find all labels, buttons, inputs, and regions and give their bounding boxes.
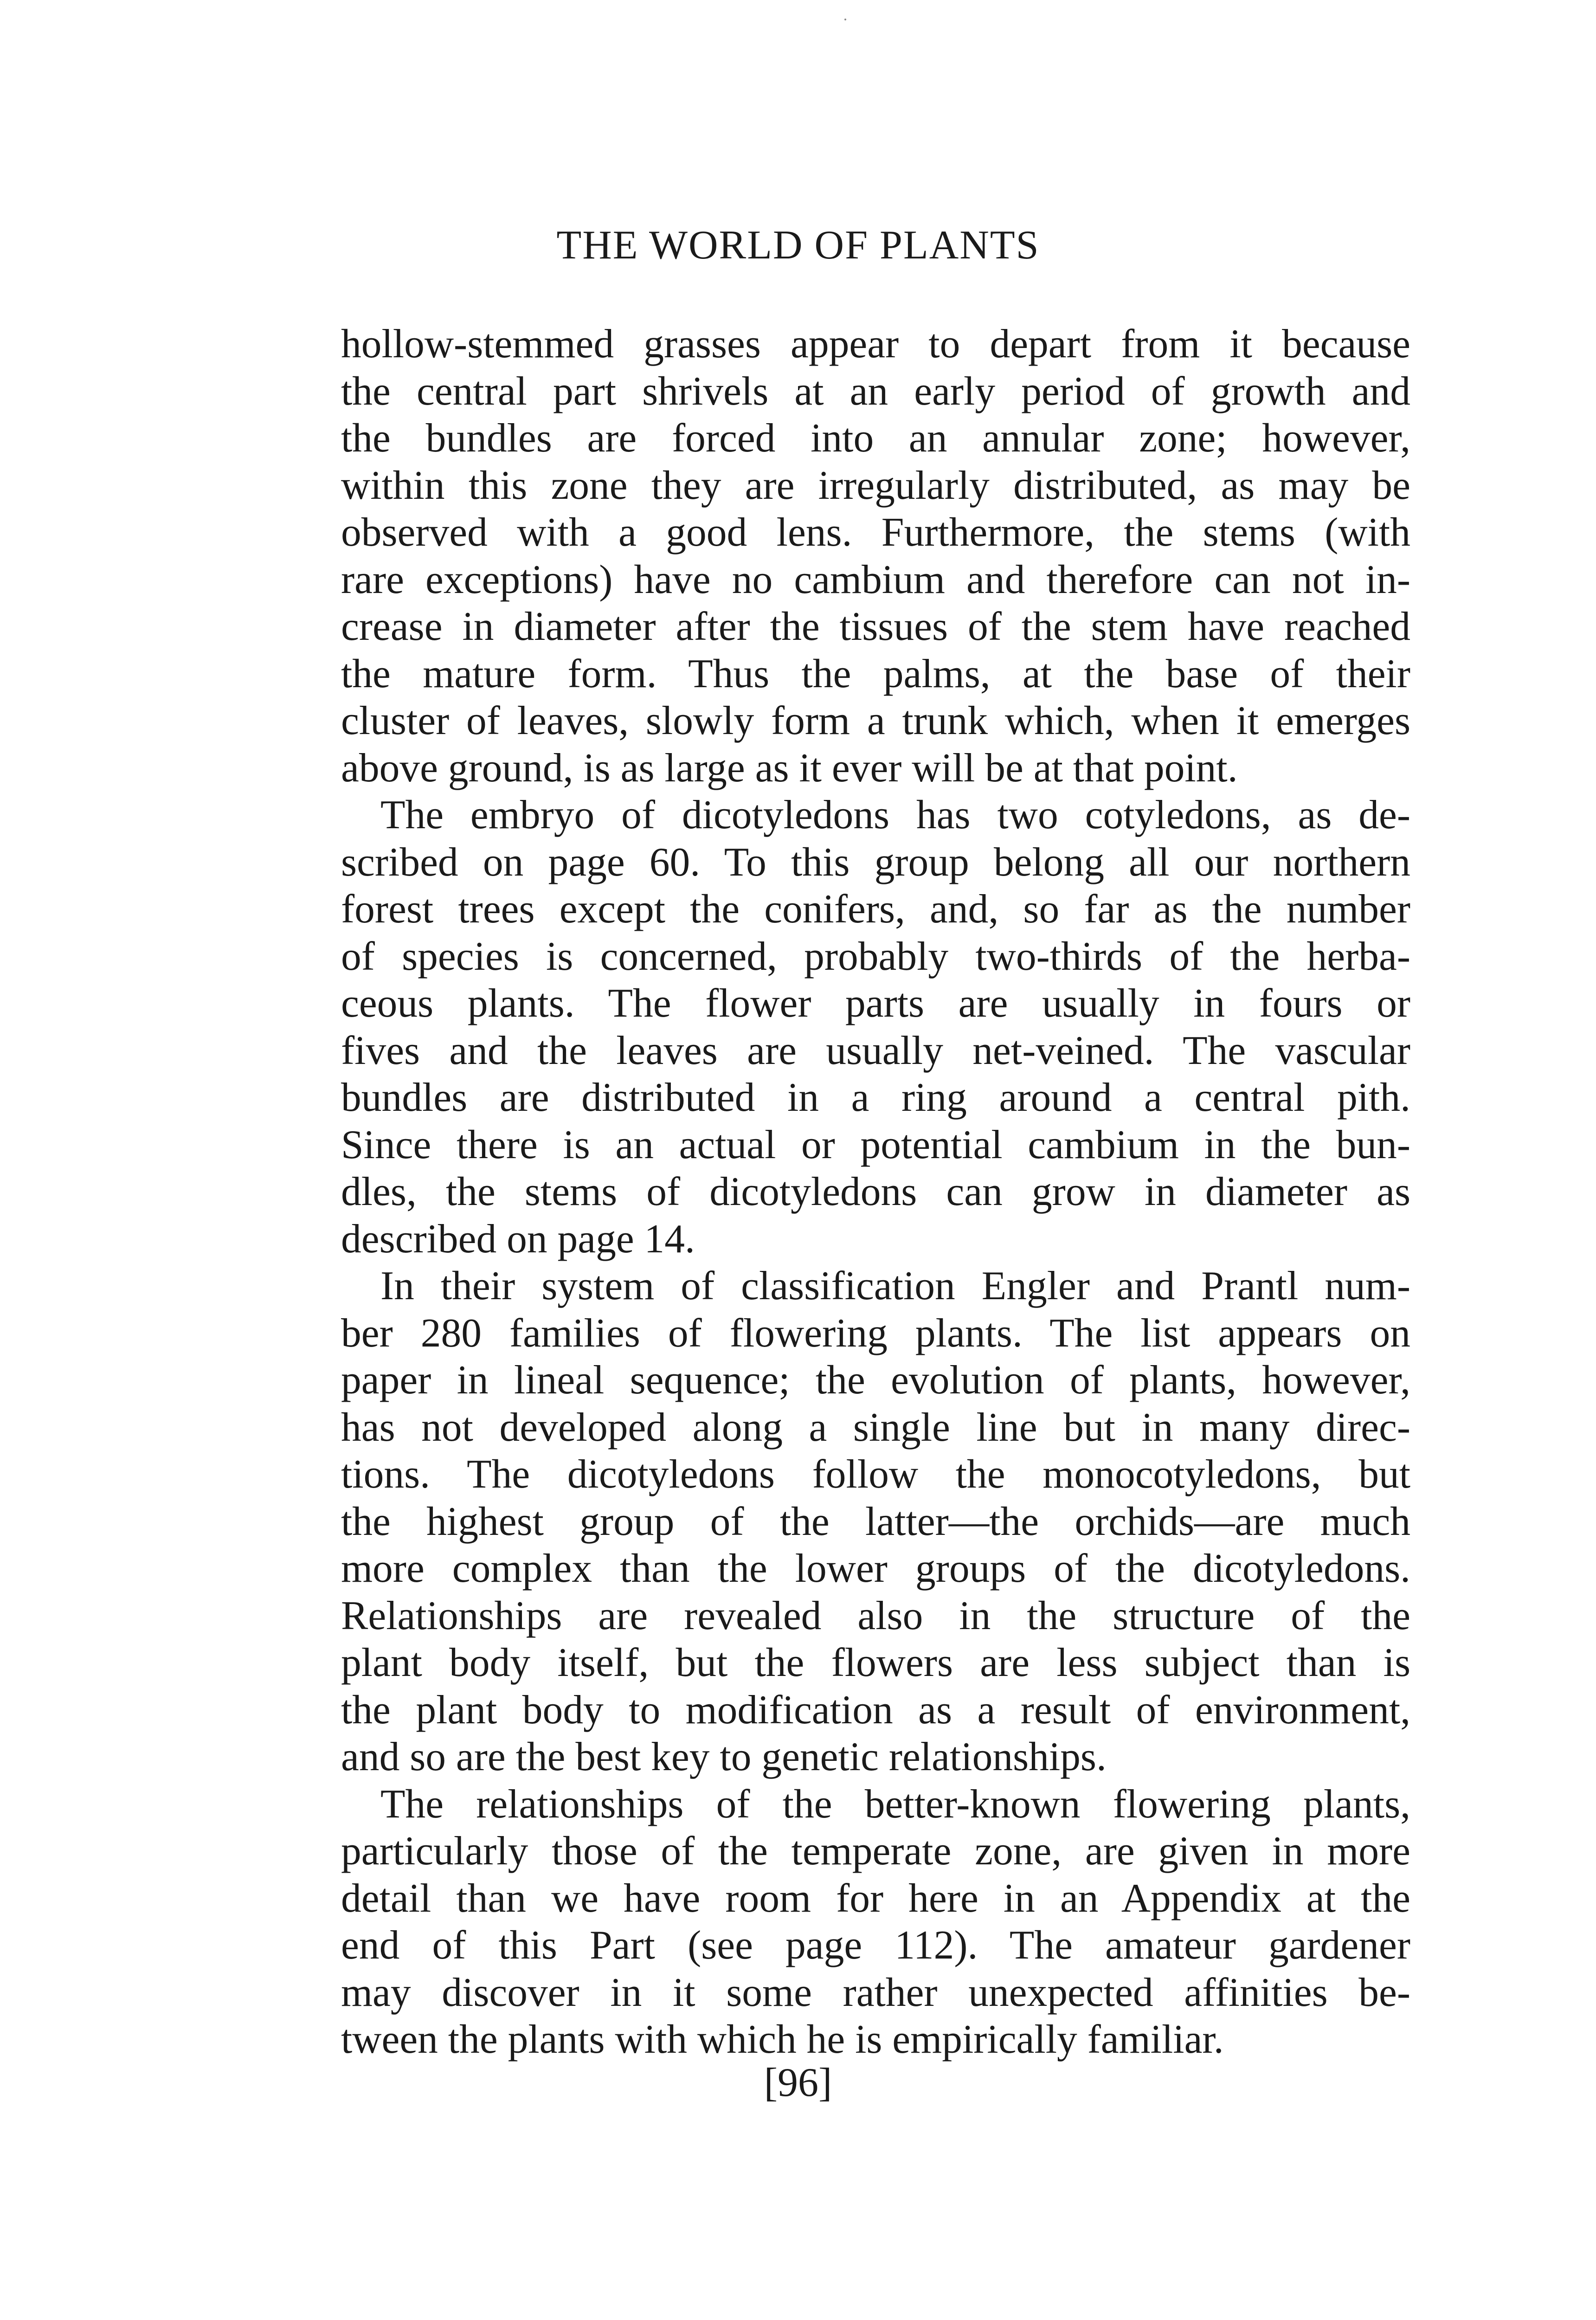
paragraph bbox=[341, 1780, 1410, 2063]
text-line bbox=[341, 414, 1410, 462]
line-text: the central part shrivels at an early period of growth and bbox=[341, 368, 1410, 413]
page-number: [96] bbox=[764, 2060, 832, 2105]
text-line bbox=[341, 509, 1410, 556]
paragraph bbox=[341, 791, 1410, 1262]
text-line bbox=[341, 1404, 1410, 1451]
paragraph bbox=[341, 320, 1410, 791]
body-text bbox=[341, 320, 1410, 2063]
line-text: rare exceptions) have no cambium and therefore can not in- bbox=[341, 556, 1410, 602]
line-text: Since there is an actual or potential cambium in the bun- bbox=[341, 1121, 1410, 1167]
line-text: cluster of leaves, slowly form a trunk which, when it emerges bbox=[341, 698, 1410, 743]
line-text: fives and the leaves are usually net-veined. The vascular bbox=[341, 1027, 1410, 1073]
text-line bbox=[341, 1121, 1410, 1168]
text-line bbox=[341, 1733, 1410, 1780]
line-text: described on page 14. bbox=[341, 1216, 695, 1261]
text-line bbox=[341, 1168, 1410, 1215]
line-text: within this zone they are irregularly distributed, as may be bbox=[341, 462, 1410, 508]
text-line bbox=[341, 838, 1410, 886]
line-text: more complex than the lower groups of the dicotyledons. bbox=[341, 1546, 1410, 1591]
line-text: end of this Part (see page 112). The amateur gardener bbox=[341, 1922, 1410, 1967]
line-text: Relationships are revealed also in the structure of the bbox=[341, 1592, 1410, 1638]
text-line bbox=[341, 1215, 1410, 1263]
line-text: In their system of classification Engler and Prantl num- bbox=[380, 1263, 1410, 1308]
text-line bbox=[341, 1356, 1410, 1404]
text-line bbox=[341, 1639, 1410, 1686]
line-text: has not developed along a single line but in many direc- bbox=[341, 1404, 1410, 1450]
text-line bbox=[341, 320, 1410, 367]
text-line bbox=[341, 980, 1410, 1027]
text-line bbox=[341, 744, 1410, 792]
text-line bbox=[341, 2016, 1410, 2063]
line-text: scribed on page 60. To this group belong all our northern bbox=[341, 839, 1410, 884]
line-text: may discover in it some rather unexpected affinities be- bbox=[341, 1969, 1410, 2015]
line-text: tween the plants with which he is empirically familiar. bbox=[341, 2017, 1224, 2062]
line-text: The embryo of dicotyledons has two cotyledons, as de- bbox=[380, 792, 1410, 837]
text-line bbox=[341, 1921, 1410, 1969]
line-text: crease in diameter after the tissues of the stem have reached bbox=[341, 604, 1410, 649]
line-text: hollow-stemmed grasses appear to depart from it because bbox=[341, 321, 1410, 366]
text-line bbox=[341, 791, 1410, 838]
line-text: ber 280 families of flowering plants. The list appears on bbox=[341, 1310, 1410, 1355]
text-line bbox=[341, 885, 1410, 933]
text-line bbox=[341, 603, 1410, 650]
line-text: forest trees except the conifers, and, so far as the number bbox=[341, 886, 1410, 931]
text-line bbox=[341, 697, 1410, 744]
line-text: paper in lineal sequence; the evolution of plants, however, bbox=[341, 1357, 1410, 1402]
text-line bbox=[341, 1027, 1410, 1074]
text-line bbox=[341, 556, 1410, 603]
text-line bbox=[341, 1545, 1410, 1592]
text-line bbox=[341, 1498, 1410, 1545]
text-line bbox=[341, 1450, 1410, 1498]
line-text: of species is concerned, probably two-thirds of the herba- bbox=[341, 933, 1410, 979]
text-line bbox=[341, 1780, 1410, 1828]
line-text: dles, the stems of dicotyledons can grow in diameter as bbox=[341, 1169, 1410, 1214]
paragraph bbox=[341, 1262, 1410, 1780]
line-text: particularly those of the temperate zone, are given in more bbox=[341, 1828, 1410, 1873]
line-text: the plant body to modification as a result of environment, bbox=[341, 1687, 1410, 1732]
line-text: The relationships of the better-known flowering plants, bbox=[380, 1781, 1410, 1826]
line-text: detail than we have room for here in an Appendix at the bbox=[341, 1875, 1410, 1920]
line-text: the mature form. Thus the palms, at the base of their bbox=[341, 651, 1410, 696]
line-text: the highest group of the latter—the orchids—are much bbox=[341, 1498, 1410, 1544]
running-head: THE WORLD OF PLANTS bbox=[556, 223, 1040, 268]
text-line bbox=[341, 1969, 1410, 2016]
text-line bbox=[341, 650, 1410, 697]
line-text: plant body itself, but the flowers are less subject than is bbox=[341, 1640, 1410, 1685]
line-text: the bundles are forced into an annular zone; however, bbox=[341, 415, 1410, 460]
line-text: and so are the best key to genetic relationships. bbox=[341, 1734, 1107, 1779]
line-text: tions. The dicotyledons follow the monocotyledons, but bbox=[341, 1451, 1410, 1496]
text-line bbox=[341, 367, 1410, 415]
text-line bbox=[341, 1309, 1410, 1357]
line-text: bundles are distributed in a ring around a central pith. bbox=[341, 1075, 1410, 1120]
text-line bbox=[341, 462, 1410, 509]
text-line bbox=[341, 933, 1410, 980]
line-text: above ground, is as large as it ever will be at that point. bbox=[341, 745, 1238, 790]
scan-speck bbox=[844, 19, 846, 20]
text-line bbox=[341, 1827, 1410, 1875]
text-line bbox=[341, 1686, 1410, 1734]
text-line bbox=[341, 1074, 1410, 1121]
line-text: observed with a good lens. Furthermore, the stems (with bbox=[341, 509, 1410, 554]
text-line bbox=[341, 1592, 1410, 1639]
line-text: ceous plants. The flower parts are usually in fours or bbox=[341, 980, 1410, 1025]
text-line bbox=[341, 1262, 1410, 1309]
text-line bbox=[341, 1875, 1410, 1922]
